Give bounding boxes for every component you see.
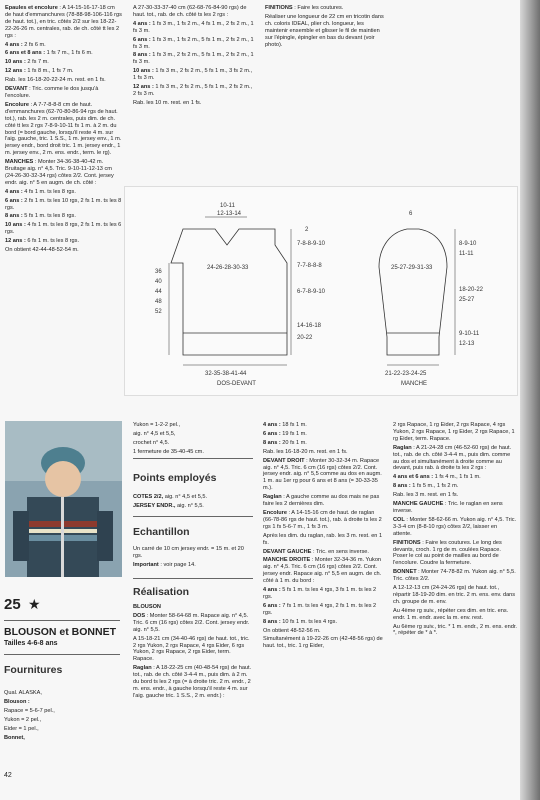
paragraph <box>393 445 517 473</box>
bold-label: COL <box>393 516 405 523</box>
divider <box>4 654 120 655</box>
bold-label: Raglan <box>393 444 412 451</box>
points-title: Points employés <box>133 472 217 484</box>
paragraph <box>263 449 385 456</box>
schematic-svg <box>125 187 517 395</box>
paragraph <box>4 690 120 697</box>
paragraph <box>263 440 385 447</box>
text-run: aig. n° 5,5. <box>175 502 204 509</box>
paragraph <box>5 238 122 245</box>
paragraph <box>393 585 517 606</box>
bold-label: 12 ans : <box>5 238 26 245</box>
sleeve-piece-outline <box>379 229 447 355</box>
text-run: 1 fs 7 m., 1 fs 6 m. <box>45 50 93 57</box>
paragraph <box>263 431 385 438</box>
bold-label: Raglan <box>133 665 152 672</box>
text-run: 6 fs 1 m. ts les 8 rgs. <box>25 238 80 245</box>
bold-label: Encolure <box>263 509 287 516</box>
echantillon-text <box>133 546 253 571</box>
bold-label: Epaules et encolure <box>5 5 58 11</box>
difficulty-star-icon: ★ <box>28 596 41 612</box>
bold-label: COTES 2/2, <box>133 494 164 500</box>
text-run: 7 fs 1 m. ts les 4 rgs, 2 fs 1 m. ts les 2 rgs. <box>263 602 377 616</box>
bold-label: MANCHE DROITE <box>263 557 311 564</box>
paragraph <box>263 458 385 493</box>
child-photo <box>5 421 122 577</box>
paragraph <box>5 213 122 220</box>
text-run: 2 fs 6 m. <box>22 41 46 48</box>
text-run: 1 fs 3 m., 1 fs 2 m., 4 fs 1 m., 2 fs 2 m., 1 fs 3 m. <box>133 20 254 34</box>
text-run: 2 fs 1 m. ts les 10 rgs, 2 fs 1 m. ts les 8 rgs. <box>5 197 122 211</box>
bold-label: 12 ans : <box>133 84 154 91</box>
paragraph <box>4 708 120 715</box>
text-run: 10 fs 1 m. ts les 4 rgs. <box>280 618 338 625</box>
text-run: aig. n° 4,5 et 5,5, <box>133 430 176 437</box>
bold-label: 10 ans : <box>5 59 26 66</box>
text-run: : A 18-22-25 cm (40-48-54 rgs) de haut. tot., rab. de ch. côté 3-4-4 m., puis dim. à 2 m. du bord ts les 2 rgs (= à droite tric. 2 m. endr., 2 m. ens. endr., à gauche lorsqu'il reste 4 m. sur l'aig. gauche tric. 1 S.S., 2 m. endr.) : <box>133 665 252 699</box>
divider <box>133 458 253 459</box>
bold-label: DEVANT <box>5 86 28 93</box>
bold-label: 4 ans et 6 ans : <box>393 474 434 481</box>
text-run: 4 fs 1 m. ts les 8 rgs, 2 fs 1 m. ts les 6 rgs. <box>5 222 122 236</box>
page-number: 42 <box>4 772 12 779</box>
bold-label: Important <box>133 561 159 568</box>
text-run: Yukon = 2 pel., <box>4 716 42 723</box>
instructions-col-3 <box>263 422 385 652</box>
sleeve-length: 18-20-22 <box>459 287 484 293</box>
body-armhole-mid: 7-7-8-8-8 <box>297 263 322 269</box>
sleeve-rib2: 12-13 <box>459 341 475 347</box>
paragraph <box>5 222 122 236</box>
bold-label: 6 ans : <box>263 602 281 609</box>
paragraph <box>263 494 385 508</box>
text-run: 1 fs 4 m., 1 fs 1 m. <box>433 474 481 481</box>
realisation-title: Réalisation <box>133 586 190 598</box>
text-run: : Monter 74-78-82 m. Yukon aig. n° 5,5. Tric. côtes 2/2. <box>393 569 516 583</box>
paragraph <box>5 159 122 187</box>
text-run: 5 fs 1 m. ts les 4 rgs, 3 fs 1 m. ts les 2 rgs. <box>263 587 377 600</box>
body-height-3: 48 <box>155 299 162 305</box>
fournitures-list <box>4 690 120 743</box>
text-run: Un carré de 10 cm jersey endr. = 15 m. et 20 rgs. <box>133 546 244 559</box>
text-run: : Tric. comme le dos jusqu'à l'encolure. <box>5 86 99 99</box>
bold-label: BLOUSON <box>133 604 161 610</box>
body-rib2: 20-22 <box>297 335 313 341</box>
paragraph <box>133 440 253 447</box>
bold-label: DEVANT DROIT <box>263 457 305 464</box>
sleeve-bottom: 21-22-23-24-25 <box>385 371 427 377</box>
paragraph <box>4 699 120 706</box>
paragraph <box>133 431 253 438</box>
paragraph <box>263 557 385 585</box>
text-run: Réaliser une longueur de 22 cm en tricotin dans ch. coloris IDEAL, plier ch. longueur, les maintenir ensemble et glisser le fil de maintien sur l'épingle, épingler en bas du devant (voir photo). <box>265 13 384 48</box>
text-run: Rab. les 16-18-20-22-24 m. rest. en 1 fs. <box>5 77 106 84</box>
bold-label: 8 ans : <box>263 439 281 446</box>
sleeve-width: 25-27-29-31-33 <box>391 265 433 271</box>
paragraph <box>263 533 385 547</box>
bold-label: Encolure <box>5 101 29 108</box>
paragraph <box>5 42 122 49</box>
text-run: : Faire les coutures. <box>292 5 344 11</box>
body-piece-outline <box>171 229 287 355</box>
sleeve-cap: 8-9-10 <box>459 241 477 247</box>
fournitures-title: Fournitures <box>4 664 63 676</box>
body-bottom: 32-35-38-41-44 <box>205 371 247 377</box>
text-run: Yukon = 1-2-2 pel., <box>133 422 181 428</box>
paragraph <box>393 474 517 481</box>
text-run: 1 fs 3 m., 2 fs 2 m., 5 fs 1 m., 2 fs 2 m., 1 fs 3 m. <box>133 52 254 66</box>
bold-label: 8 ans : <box>393 483 411 490</box>
paragraph <box>133 562 253 569</box>
sleeve-rib: 9-10-11 <box>459 331 480 337</box>
paragraph <box>5 68 122 75</box>
text-run: 5 fs 1 m. ts les 8 rgs. <box>22 213 76 220</box>
echantillon-title: Echantillon <box>133 526 190 538</box>
text-run: Rab. les 3 m. rest. en 1 fs. <box>393 492 459 499</box>
text-run: 2 rgs Rapace, 1 rg Eider, 2 rgs Rapace, 4 rgs Yukon, 2 rgs Rapace, 1 rg Eider, 2 rgs Rapace, 1 rg Eider, term. Rapace. <box>393 422 515 442</box>
body-neck: 12-13-14 <box>217 211 242 217</box>
text-run: 4 fs 1 m. ts les 8 rgs. <box>22 188 76 195</box>
body-height-0: 36 <box>155 269 162 275</box>
paragraph <box>5 50 122 57</box>
text-run: : Tric. en sens inverse. <box>311 548 369 555</box>
paragraph <box>393 501 517 515</box>
paragraph <box>5 86 122 100</box>
body-side: 6-7-8-9-10 <box>297 289 326 295</box>
bold-label: Raglan <box>263 494 282 501</box>
text-run: Après les dim. du raglan, rab. les 3 m. rest. en 1 fs. <box>263 532 383 546</box>
text-run: 19 fs 1 m. <box>280 430 307 437</box>
paragraph <box>393 624 517 638</box>
text-run: : Faire les coutures. Le long des devants, croch. 1 rg de m. coulées Rapace. Poser le col au point de mailles au bord de l'encolure. Coudre la fermeture. <box>393 539 502 567</box>
paragraph <box>133 665 253 700</box>
bold-label: FINITIONS <box>265 5 293 11</box>
paragraph <box>4 726 120 733</box>
sleeve-cap2: 11-11 <box>459 251 474 257</box>
text-run: Au 6ème rg suiv., tric. * 1 m. endr., 2 m. ens. endr. *, répéter de * à *. <box>393 623 517 637</box>
paragraph <box>133 84 254 98</box>
paragraph <box>133 100 254 107</box>
bold-label: 6 ans : <box>133 36 151 43</box>
paragraph <box>5 59 122 66</box>
body-height-2: 44 <box>155 289 162 295</box>
bold-label: FINITIONS <box>393 539 421 546</box>
paragraph <box>4 735 120 742</box>
body-height-1: 40 <box>155 279 162 285</box>
paragraph <box>133 68 254 82</box>
text-run: : Monter 58-64-68 m. Rapace aig. n° 4,5. Tric. 6 cm (16 rgs) côtes 2/2. Cont. jersey endr. aig. n° 5,5. <box>133 612 250 633</box>
text-run: crochet n° 4,5. <box>133 439 170 446</box>
paragraph <box>393 517 517 538</box>
paragraph <box>263 422 385 429</box>
text-run: Qual. ALASKA, <box>4 690 42 696</box>
text-run: aig. n° 4,5 et 5,5. <box>163 494 208 500</box>
bold-label: Blouson : <box>4 698 30 705</box>
text-run: 1 fermeture de 35-40-45 cm. <box>133 448 204 455</box>
bold-label: 10 ans : <box>133 68 154 75</box>
bold-label: 12 ans : <box>5 68 26 75</box>
text-run: Eider = 1 pel., <box>4 725 39 732</box>
text-run: : Monter 32-34-36 m. Yukon aig. n° 4,5. Tric. 6 cm (16 rgs) côtes 2/2. Cont. jersey endr. Rapace aig. n° 5,5 en augm. de ch. côté à 1 m. du bord : <box>263 557 382 585</box>
paragraph <box>133 503 253 510</box>
fournitures-continued <box>133 422 253 458</box>
paragraph <box>263 628 385 635</box>
paragraph <box>133 37 254 51</box>
paragraph <box>133 494 253 501</box>
bold-label: 4 ans : <box>5 188 23 195</box>
page-binding-edge <box>520 0 540 800</box>
text-run: Rab. les 16-18-20 m. rest. en 1 fs. <box>263 448 348 455</box>
paragraph <box>5 247 122 254</box>
text-run: Rab. les 10 m. rest. en 1 fs. <box>133 99 202 106</box>
paragraph <box>393 540 517 568</box>
bold-label: 4 ans : <box>263 422 281 428</box>
text-run: 1 fs 3 m., 2 fs 2 m., 5 fs 1 m., 2 fs 2 m., 2 fs 3 m. <box>133 84 253 97</box>
text-run: 18 fs 1 m. <box>280 422 307 428</box>
paragraph <box>263 587 385 601</box>
text-run: 1 fs 8 m., 1 fs 7 m. <box>25 68 74 75</box>
realisation-text <box>133 604 253 702</box>
paragraph <box>5 102 122 157</box>
body-chest: 24-26-28-30-33 <box>207 265 249 271</box>
body-shoulder: 2 <box>305 227 309 233</box>
paragraph <box>5 77 122 84</box>
paragraph <box>133 613 253 634</box>
top-text-col-1 <box>5 5 122 256</box>
paragraph <box>133 422 253 429</box>
paragraph <box>263 603 385 617</box>
bold-label: 4 ans : <box>5 41 23 48</box>
bold-label: BONNET <box>393 569 417 576</box>
bold-label: 6 ans : <box>263 430 281 437</box>
pattern-sizes: Tailles 4-6-8 ans <box>4 640 58 647</box>
bold-label: MANCHES <box>5 159 34 166</box>
pattern-title: BLOUSON et BONNET <box>4 626 117 638</box>
paragraph <box>263 619 385 626</box>
body-rib: 14-16-18 <box>297 323 322 329</box>
bold-label: JERSEY ENDR., <box>133 502 176 509</box>
schematic-diagram <box>124 186 518 396</box>
text-run: Rapace = 5-6-7 pel., <box>4 707 55 714</box>
text-run: 20 fs 1 m. <box>280 439 307 446</box>
bold-label: 4 ans : <box>263 587 281 594</box>
text-run: 1 fs 5 m., 1 fs 2 m. <box>410 483 459 490</box>
text-run: A 15-18-21 cm (34-40-46 rgs) de haut. tot., tric. 2 rgs Yukon, 2 rgs Rapace, 4 rgs Eider, 6 rgs Yukon, 2 rgs Rapace, 2 rgs Eider, term. Rapace. <box>133 635 250 663</box>
paragraph <box>393 608 517 622</box>
text-run: On obtient 48-52-56 m. <box>263 627 321 634</box>
top-text-col-2 <box>133 5 254 109</box>
top-text-col-3 <box>265 5 385 50</box>
text-run: : A 14-15-16 cm de haut. de raglan (66-78-86 rgs de haut. tot.), rab. à droite ts les 2 rgs 1 fs 5-6-7 m., 1 fs 3 m. <box>263 509 382 530</box>
bold-label: 4 ans : <box>133 20 151 27</box>
paragraph <box>5 198 122 212</box>
body-label: DOS-DEVANT <box>217 381 256 387</box>
paragraph <box>393 483 517 490</box>
text-run: Simultanément à 19-22-26 cm (42-48-56 rgs) de haut. tot., tric. 1 rg Eider, <box>263 636 383 650</box>
paragraph <box>393 569 517 583</box>
divider <box>133 578 253 579</box>
text-run: On obtient 42-44-48-52-54 m. <box>5 247 79 254</box>
paragraph <box>133 449 253 456</box>
pattern-number: 25 <box>4 596 21 613</box>
body-armhole-right: 7-8-8-9-10 <box>297 241 326 247</box>
text-run: : Monter 58-62-66 m. Yukon aig. n° 4,5. Tric. 3-3-4 cm (8-8-10 rgs) côtes 2/2, laisser en attente. <box>393 516 517 537</box>
text-run: : A gauche comme au dos mais ne pas faire les 2 dernières dim. <box>263 494 380 508</box>
bold-label: 8 ans : <box>133 52 151 59</box>
paragraph <box>4 717 120 724</box>
text-run: : voir page 14. <box>158 561 196 568</box>
bold-label: 10 ans : <box>5 222 26 229</box>
paragraph <box>133 636 253 664</box>
paragraph <box>393 422 517 443</box>
body-height-4: 52 <box>155 309 162 315</box>
bold-label: 6 ans : <box>5 197 23 204</box>
paragraph <box>5 189 122 196</box>
text-run: : Monter 30-32-34 m. Rapace aig. n° 4,5. Tric. 6 cm (16 rgs) côtes 2/2. Cont. jersey endr. aig. n° 5,5 comme au dos en augm. 1 m. au 1er rg pour 6 ans et 8 ans (= 30-33-35 m.). <box>263 457 382 492</box>
paragraph <box>5 5 122 40</box>
text-run: : Tric. le raglan en sens inverse. <box>393 501 503 514</box>
divider <box>133 516 253 517</box>
text-run: 2 fs 7 m. <box>25 59 49 66</box>
text-run: 1 fs 3 m., 2 fs 2 m., 5 fs 1 m., 3 fs 2 m., 1 fs 3 m. <box>133 68 253 82</box>
bold-label: DOS <box>133 612 146 619</box>
bold-label: 8 ans : <box>263 618 281 625</box>
text-run: : A 21-24-28 cm (46-52-60 rgs) de haut. tot., rab. de ch. côté 3-4-4 m., puis dim. comme au dos et simultanément à droite comme au devant, puis rab. à droite ts les 2 rgs : <box>393 444 512 472</box>
paragraph <box>263 636 385 650</box>
sleeve-length2: 25-27 <box>459 297 475 303</box>
paragraph <box>133 546 253 560</box>
bold-label: 8 ans : <box>5 213 23 220</box>
paragraph <box>393 492 517 499</box>
points-list <box>133 494 253 512</box>
paragraph <box>263 510 385 531</box>
text-run: : Monter 34-36-38-40-42 m. Bruitage aig. n° 4,5. Tric. 9-10-11-12-13 cm (24-26-30-32-34 rgs) côtes 2/2. Cont. jersey endr. aig. n° 5 en augm. de ch. côté : <box>5 159 114 186</box>
text-run: : A 14-15-16-17-18 cm de haut d'emmanchures (78-88-98-106-116 rgs de haut. tot.), en tric. côtés 2/2 sur les 18-22-22-26-26 m. centrales, rab. de ch. côté tt les 2 rgs : <box>5 5 122 39</box>
paragraph <box>133 21 254 35</box>
paragraph <box>265 5 385 12</box>
text-run: 1 fs 3 m., 1 fs 2 m., 5 fs 1 m., 2 fs 2 m., 1 fs 3 m. <box>133 36 254 50</box>
body-width-top: 10-11 <box>220 203 235 209</box>
paragraph <box>133 604 253 611</box>
text-run: Au 4ème rg suiv., répéter ces dim. en tric. ens. endr. 1 m. endr. avec la m. env. rest. <box>393 607 509 621</box>
bold-label: DEVANT GAUCHE <box>263 548 312 555</box>
text-run: : A 7-7-8-8-8 cm de haut. d'emmanchures (62-70-80-86-94 rgs de haut. tot.), rab. les 2 m. centrales, puis dim. de ch. côté tt les 2 rgs 7-8-9-10-11 fs 1 m. à 2 m. du bord (= bord gauche, lorsqu'il reste 4 m. sur l'aig. gauche, tric. 1 S.S., 1 m. jersey env., 1 m. jersey endr., bord droit tric. 1 m. jersey endr., 1 m. jersey env., 2 m. ens. endr., term. le rg). <box>5 101 122 157</box>
paragraph <box>133 5 254 19</box>
bold-label: MANCHE GAUCHE <box>393 501 444 508</box>
sleeve-label: MANCHE <box>401 381 428 387</box>
divider <box>4 620 120 621</box>
bold-label: Bonnet, <box>4 734 25 741</box>
text-run: A 27-30-33-37-40 cm (62-68-76-84-90 rgs) de haut. tot., rab. de ch. côté ts les 2 rgs : <box>133 5 247 18</box>
paragraph <box>133 52 254 66</box>
text-run: A 12-12-13 cm (24-24-26 rgs) de haut. tot., répartir 18-19-20 dim. en tric. 2 m. ens. env. dans ch. groupe de m. env. <box>393 585 516 605</box>
paragraph <box>265 14 385 49</box>
sleeve-top: 6 <box>409 211 413 217</box>
paragraph <box>263 549 385 556</box>
bold-label: 6 ans et 8 ans : <box>5 50 46 57</box>
instructions-col-4 <box>393 422 517 639</box>
